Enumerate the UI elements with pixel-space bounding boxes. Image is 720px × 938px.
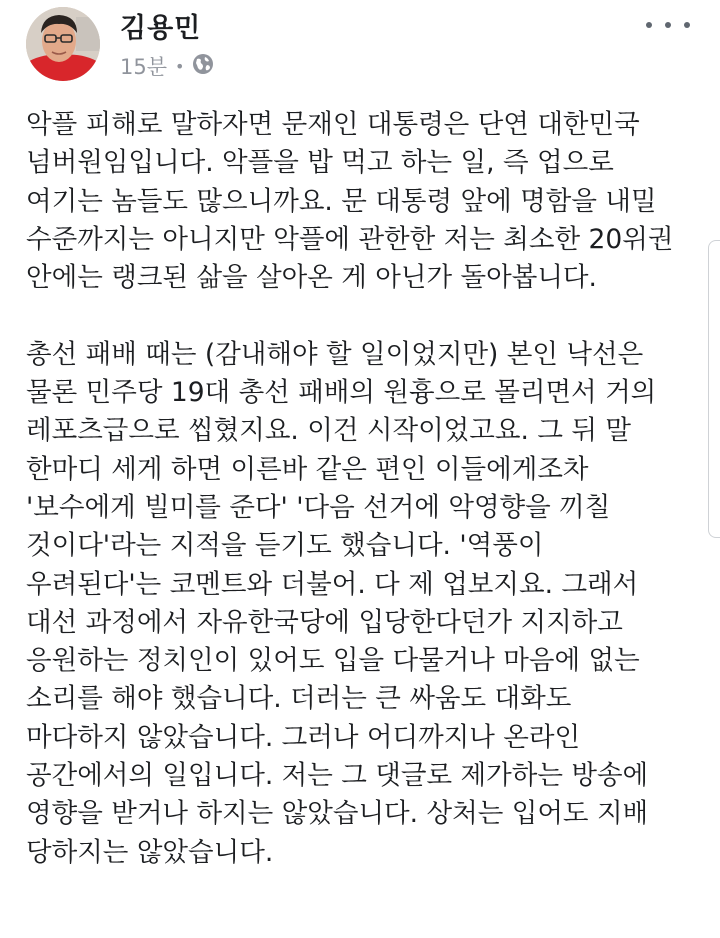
post-text-line: 여기는 놈들도 많으니까요. 문 대통령 앞에 명함을 내밀: [26, 185, 657, 217]
post-text-line: 응원하는 정치인이 있어도 입을 다물거나 마음에 없는: [26, 645, 640, 677]
post-text-line: 공간에서의 일입니다. 저는 그 댓글로 제가하는 방송에: [26, 760, 649, 792]
post-text-line: 영향을 받거나 하지는 않았습니다. 상처는 입어도 지배: [26, 798, 649, 830]
post-header: [0, 0, 720, 90]
more-dot: [646, 22, 652, 28]
post-text-line: 당하지는 않았습니다.: [26, 836, 274, 868]
post-text-line: 안에는 랭크된 삶을 살아온 게 아닌가 돌아봅니다.: [26, 262, 597, 294]
post-paragraph: [26, 106, 706, 297]
post-text-line: 총선 패배 때는 (감내해야 할 일이었지만) 본인 낙선은: [26, 338, 644, 370]
more-options-icon[interactable]: [646, 14, 690, 36]
avatar[interactable]: [26, 7, 100, 81]
more-dot: [665, 22, 671, 28]
post-text-line: 것이다'라는 지적을 듣기도 했습니다. '역풍이: [26, 530, 544, 562]
post-body: [26, 106, 706, 872]
post-text-line: 물론 민주당 19대 총선 패배의 원흉으로 몰리면서 거의: [26, 377, 657, 409]
paragraph-gap: [26, 297, 706, 335]
post-text-line: 레포츠급으로 씹혔지요. 이건 시작이었고요. 그 뒤 말: [26, 415, 631, 447]
scrollbar-handle[interactable]: [708, 240, 720, 538]
post-text-line: 소리를 해야 했습니다. 더러는 큰 싸움도 대화도: [26, 683, 572, 715]
post-paragraph: [26, 336, 706, 872]
timestamp[interactable]: 15분: [120, 55, 168, 79]
post-text-line: 우려된다'는 코멘트와 더불어. 다 제 업보지요. 그래서: [26, 568, 639, 600]
post-text-line: 악플 피해로 말하자면 문재인 대통령은 단연 대한민국: [26, 109, 640, 140]
avatar-photo: [26, 7, 100, 81]
post-text-line: 한마디 세게 하면 이른바 같은 편인 이들에게조차: [26, 453, 589, 485]
author-name[interactable]: 김용민: [120, 13, 202, 44]
post-text-line: '보수에게 빌미를 준다' '다음 선거에 악영향을 끼칠: [26, 491, 611, 523]
more-dot: [684, 22, 690, 28]
post-text-line: 수준까지는 아니지만 악플에 관한한 저는 최소한 20위권: [26, 223, 674, 255]
post-text-line: 대선 과정에서 자유한국당에 입당한다던가 지지하고: [26, 606, 623, 638]
separator-dot: •: [175, 56, 185, 76]
post-meta: [120, 52, 214, 80]
globe-icon[interactable]: [192, 53, 214, 80]
post-text-line: 넘버원임입니다. 악플을 밥 먹고 하는 일, 즉 업으로: [26, 147, 614, 179]
post-text-line: 마다하지 않았습니다. 그러나 어디까지나 온라인: [26, 721, 581, 753]
